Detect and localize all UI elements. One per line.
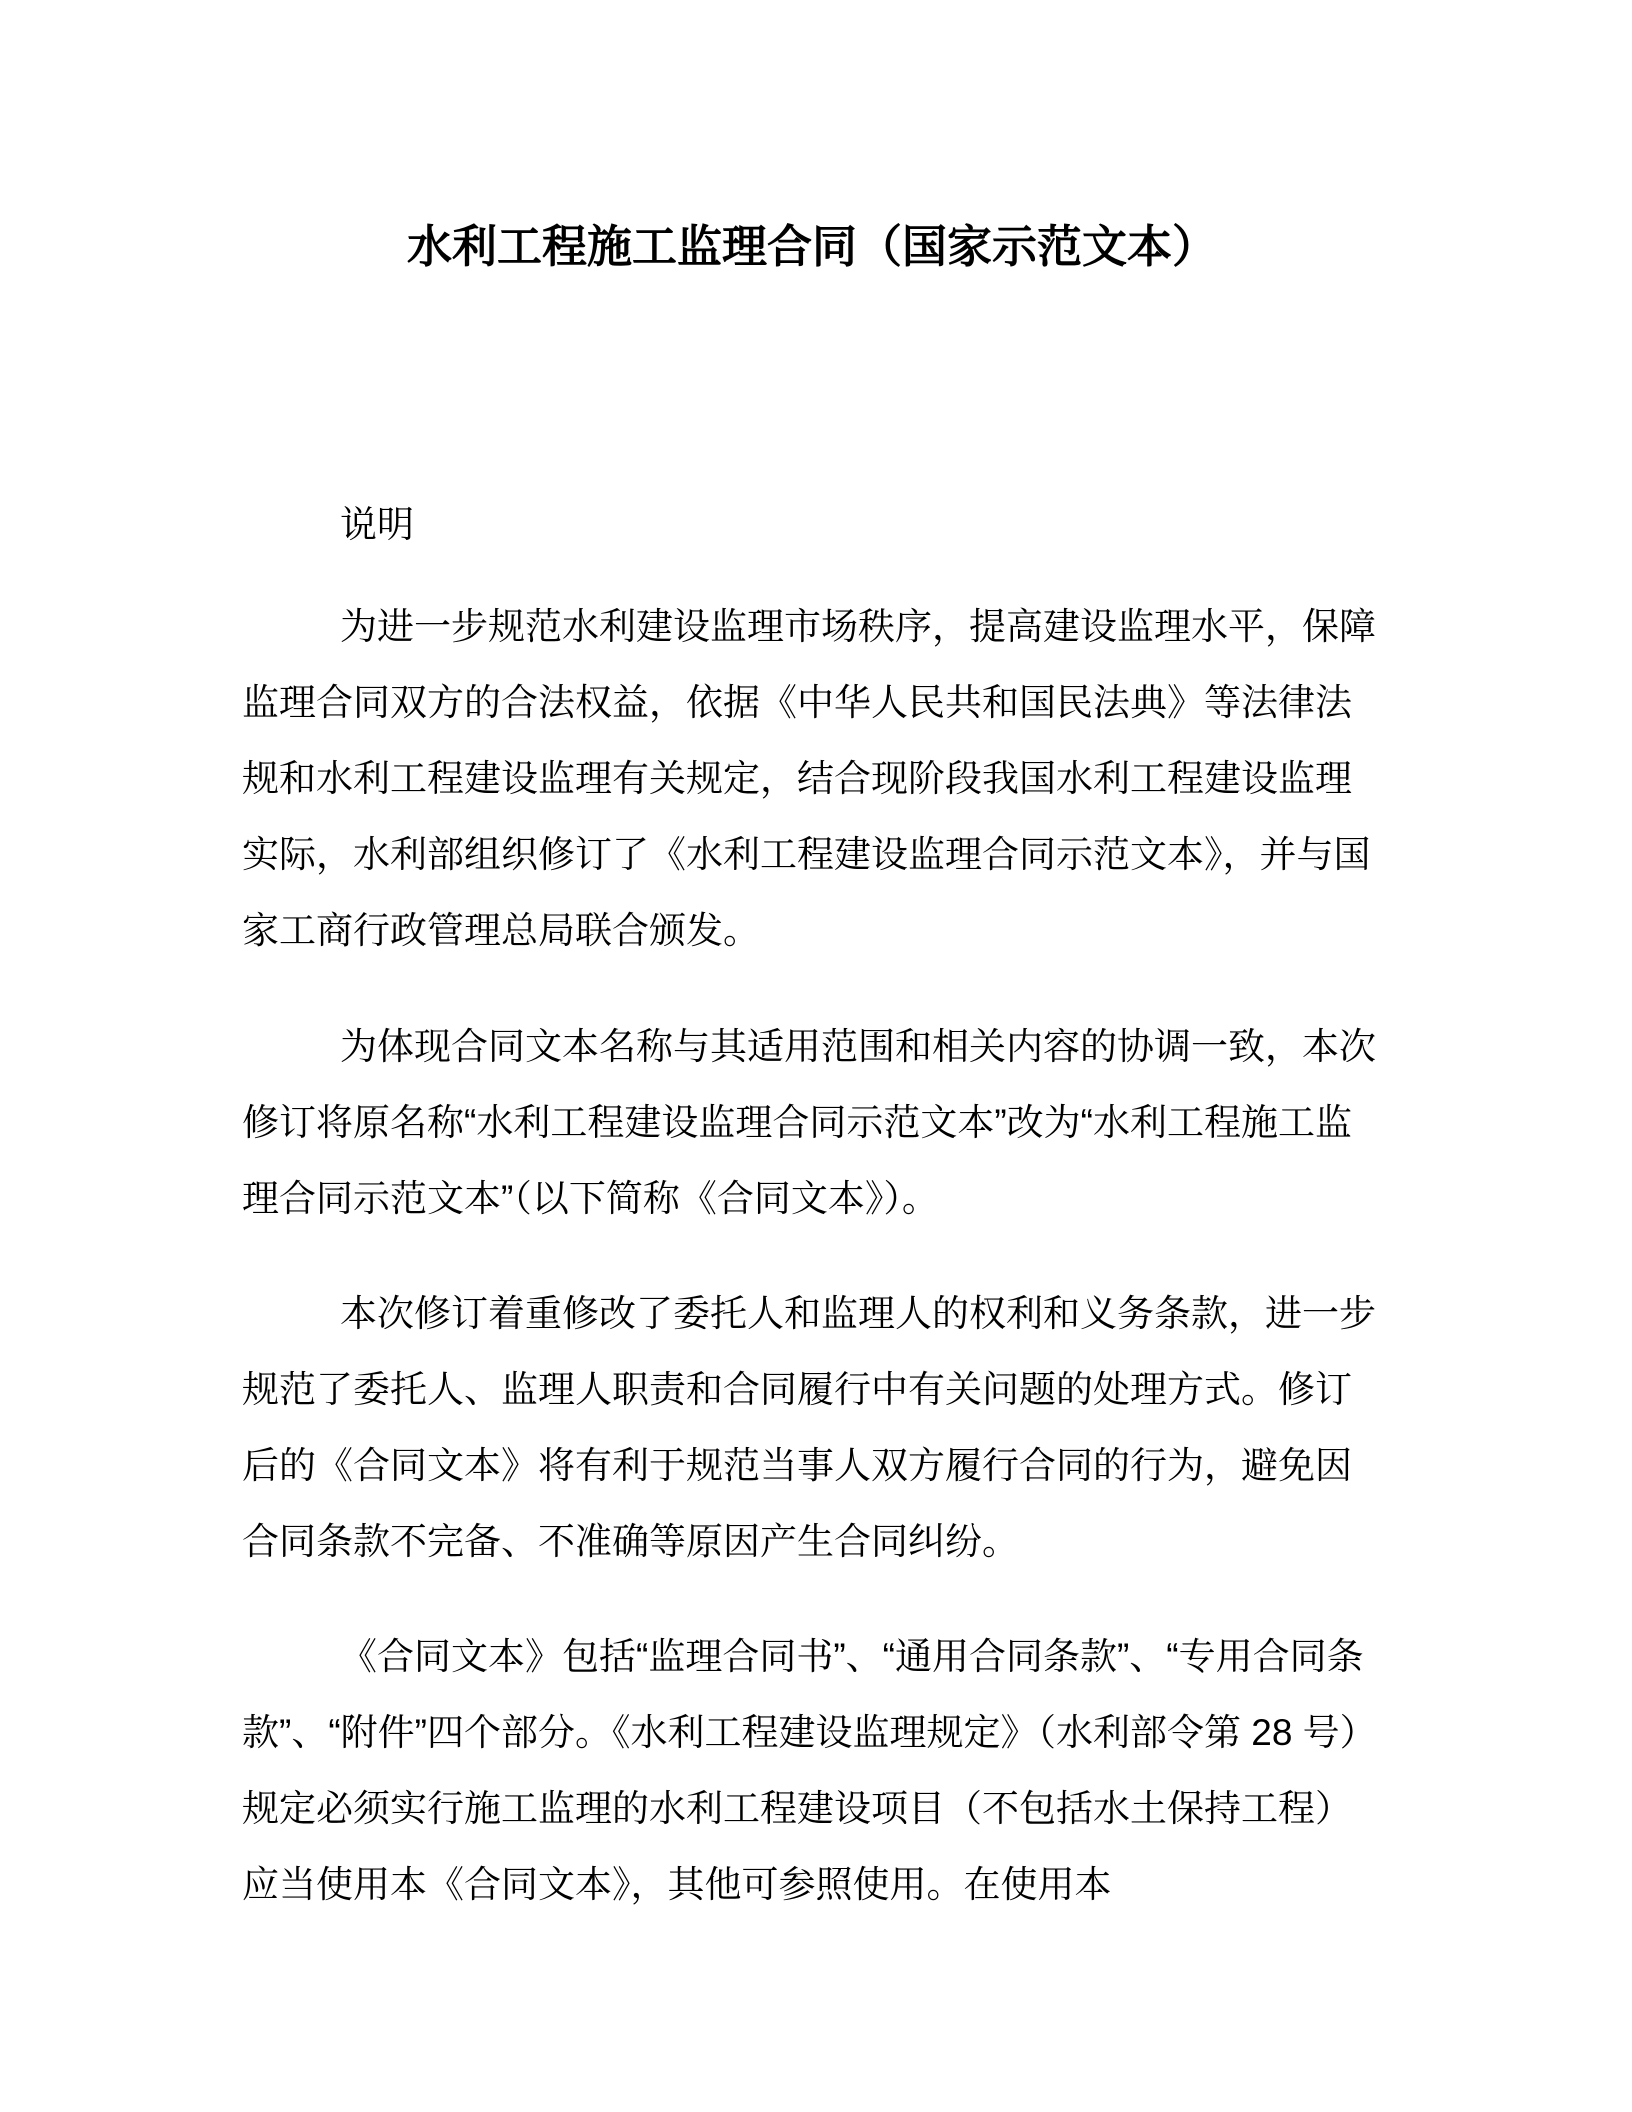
- paragraph-2: 为体现合同文本名称与其适用范围和相关内容的协调一致，本次修订将原名称“水利工程建设监理合同示范文本”改为“水利工程施工监理合同示范文本”（以下简称《合同文本》）。: [242, 1026, 1376, 1219]
- paragraph-4: 《合同文本》包括“监理合同书”、“通用合同条款”、“专用合同条款”、“附件”四个部分。《水利工程建设监理规定》（水利部令第 28 号）规定必须实行施工监理的水利工程建设项目（不包括水土保持工程）应当使用本《合同文本》，其他可参照使用。在使用本: [242, 1636, 1377, 1905]
- document-title: 水利工程施工监理合同（国家示范文本）: [406, 221, 1217, 272]
- paragraph-1: 为进一步规范水利建设监理市场秩序，提高建设监理水平，保障监理合同双方的合法权益，依据《中华人民共和国民法典》等法律法规和水利工程建设监理有关规定，结合现阶段我国水利工程建设监理实际，水利部组织修订了《水利工程建设监理合同示范文本》，并与国家工商行政管理总局联合颁发。: [242, 606, 1376, 951]
- paragraph-3: 本次修订着重修改了委托人和监理人的权利和义务条款，进一步规范了委托人、监理人职责和合同履行中有关问题的处理方式。修订后的《合同文本》将有利于规范当事人双方履行合同的行为，避免因合同条款不完备、不准确等原因产生合同纠纷。: [242, 1293, 1376, 1562]
- document-content: [242, 217, 1382, 1923]
- section-heading-shuoming: 说明: [340, 504, 414, 545]
- document-page: [0, 217, 1632, 2112]
